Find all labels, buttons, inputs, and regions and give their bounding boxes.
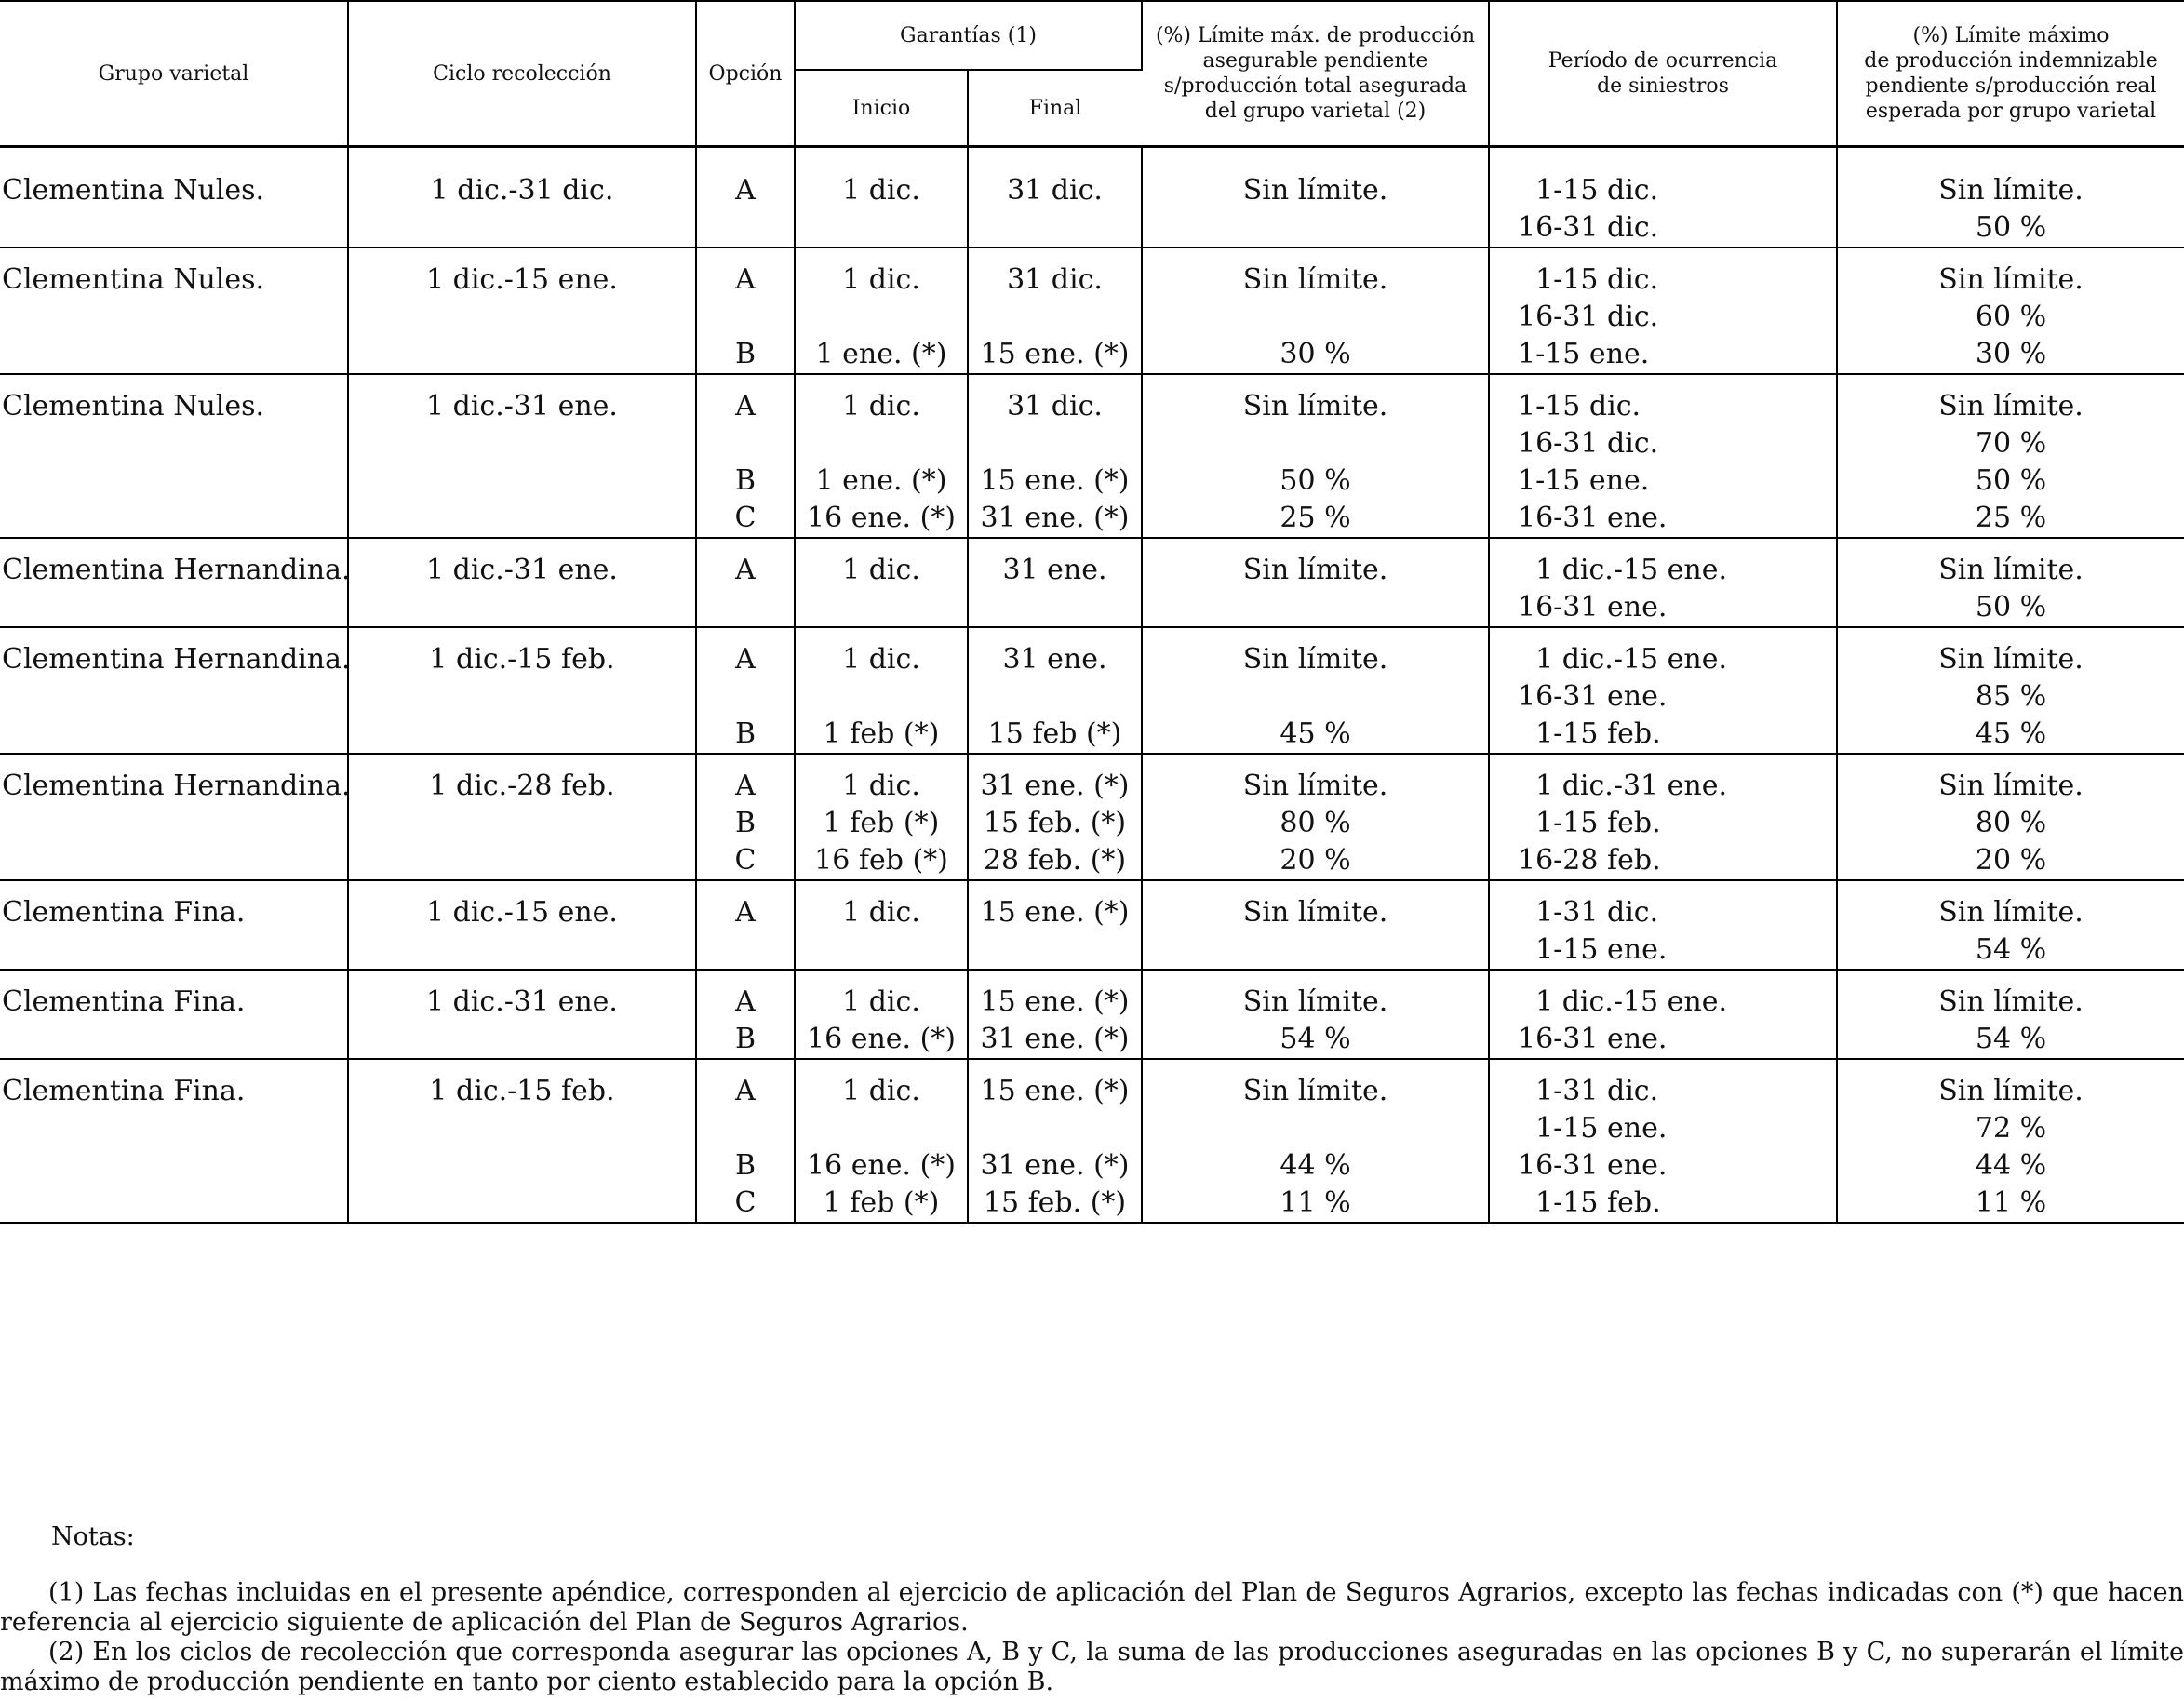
cell-grupo-varietal bbox=[0, 627, 351, 754]
cell-periodo bbox=[1489, 754, 1837, 880]
cell-limite-asegurable-line: Sin límite. bbox=[1242, 896, 1388, 929]
notes-section bbox=[0, 1522, 2184, 1697]
cell-opcion-line: A bbox=[735, 896, 756, 929]
cell-periodo-line: 1-31 dic. bbox=[1518, 896, 1659, 929]
header-inicio: Inicio bbox=[795, 70, 968, 147]
cell-final-line: 15 ene. (*) bbox=[980, 464, 1130, 497]
cell-limite-asegurable bbox=[1142, 1059, 1489, 1223]
cell-ciclo-text: 1 dic.-15 ene. bbox=[426, 263, 618, 296]
cell-periodo-line: 1-15 feb. bbox=[1518, 807, 1661, 839]
header-limite-indemnizable bbox=[1837, 1, 2184, 147]
cell-limite-asegurable-line: 25 % bbox=[1280, 502, 1351, 534]
cell-ciclo-text: 1 dic.-31 ene. bbox=[426, 554, 618, 586]
cell-grupo-varietal-text: Clementina Fina. bbox=[2, 985, 246, 1018]
cell-inicio-line: 1 feb (*) bbox=[823, 717, 940, 750]
cell-grupo-varietal-text: Clementina Hernandina. bbox=[2, 554, 351, 586]
cell-limite-indemnizable-line: 11 % bbox=[1975, 1186, 2047, 1219]
cell-limite-asegurable bbox=[1142, 880, 1489, 970]
cell-limite-asegurable-line: Sin límite. bbox=[1242, 390, 1388, 422]
cell-inicio-line: 1 dic. bbox=[842, 896, 920, 929]
cell-opcion-line: C bbox=[734, 502, 757, 534]
cell-inicio-line: 1 dic. bbox=[842, 263, 920, 296]
cell-limite-indemnizable-line: 20 % bbox=[1975, 844, 2047, 877]
cell-periodo-line: 16-31 dic. bbox=[1518, 427, 1659, 460]
cell-final bbox=[968, 248, 1142, 374]
cell-final-line: 15 feb (*) bbox=[987, 717, 1122, 750]
cell-periodo-line: 1-15 dic. bbox=[1518, 263, 1659, 296]
cell-final-line: 31 ene. (*) bbox=[980, 770, 1130, 802]
cell-limite-indemnizable-line: Sin límite. bbox=[1938, 896, 2084, 929]
cell-limite-asegurable-line: Sin límite. bbox=[1242, 985, 1388, 1018]
cell-limite-asegurable-line: Sin límite. bbox=[1242, 1075, 1388, 1107]
cell-limite-asegurable-line: Sin límite. bbox=[1242, 643, 1388, 676]
cell-grupo-varietal-text: Clementina Hernandina. bbox=[2, 643, 351, 676]
cell-ciclo-text: 1 dic.-28 feb. bbox=[429, 770, 615, 802]
cell-opcion-line bbox=[697, 299, 794, 336]
cell-limite-indemnizable-line: Sin límite. bbox=[1938, 1075, 2084, 1107]
cell-limite-asegurable-line: 30 % bbox=[1280, 338, 1351, 370]
cell-grupo-varietal bbox=[0, 1059, 348, 1223]
cell-final bbox=[968, 538, 1142, 627]
cell-limite-indemnizable-line: 54 % bbox=[1975, 933, 2047, 966]
cell-inicio-line: 16 ene. (*) bbox=[806, 1149, 957, 1182]
cell-final bbox=[968, 147, 1142, 248]
cell-inicio-line: 1 dic. bbox=[842, 985, 920, 1018]
cell-final-line: 31 ene. (*) bbox=[980, 1149, 1130, 1182]
cell-grupo-varietal-text: Clementina Nules. bbox=[2, 174, 265, 207]
cell-grupo-varietal-text: Clementina Fina. bbox=[2, 1075, 246, 1107]
cell-opcion-line: B bbox=[734, 807, 757, 839]
cell-periodo-line: 1-15 feb. bbox=[1518, 1186, 1661, 1219]
table-row bbox=[0, 538, 2184, 627]
cell-inicio-line bbox=[796, 1110, 967, 1147]
cell-final-line: 15 feb. (*) bbox=[983, 807, 1127, 839]
cell-final bbox=[968, 880, 1142, 970]
table-row bbox=[0, 374, 2184, 538]
header-periodo-line: Período de ocurrencia bbox=[1548, 49, 1778, 73]
cell-opcion bbox=[696, 1059, 795, 1223]
cell-grupo-varietal-text: Clementina Fina. bbox=[2, 896, 246, 929]
cell-limite-indemnizable-line: 50 % bbox=[1975, 464, 2047, 497]
cell-opcion-line: B bbox=[734, 717, 757, 750]
cell-ciclo-text: 1 dic.-15 feb. bbox=[429, 1075, 615, 1107]
cell-limite-indemnizable-line: 70 % bbox=[1975, 427, 2047, 460]
cell-periodo bbox=[1489, 970, 1837, 1059]
cell-final bbox=[968, 970, 1142, 1059]
cell-inicio bbox=[795, 970, 968, 1059]
cell-final-line: 15 ene. (*) bbox=[980, 896, 1130, 929]
cell-opcion-line: A bbox=[735, 643, 756, 676]
cell-limite-asegurable bbox=[1142, 627, 1489, 754]
cell-opcion bbox=[696, 538, 795, 627]
cell-periodo-line: 16-31 ene. bbox=[1518, 591, 1668, 623]
cell-inicio-line bbox=[796, 425, 967, 462]
cell-opcion bbox=[696, 374, 795, 538]
table-row bbox=[0, 754, 2184, 880]
cell-limite-indemnizable-line: 45 % bbox=[1975, 717, 2047, 750]
cell-inicio bbox=[795, 880, 968, 970]
table-row bbox=[0, 248, 2184, 374]
cell-final-line: 31 ene. bbox=[1002, 643, 1107, 676]
cell-limite-indemnizable-line: 44 % bbox=[1975, 1149, 2047, 1182]
cell-limite-asegurable-line bbox=[1143, 299, 1488, 336]
cell-inicio bbox=[795, 538, 968, 627]
cell-ciclo bbox=[348, 754, 696, 880]
cell-limite-asegurable-line: Sin límite. bbox=[1242, 770, 1388, 802]
cell-periodo-line: 16-31 dic. bbox=[1518, 211, 1659, 244]
cell-opcion bbox=[696, 248, 795, 374]
cell-grupo-varietal bbox=[0, 374, 348, 538]
cell-limite-asegurable bbox=[1142, 147, 1489, 248]
cell-opcion-line: A bbox=[735, 1075, 756, 1107]
header-ciclo-recoleccion: Ciclo recolección bbox=[348, 1, 696, 147]
cell-periodo bbox=[1489, 880, 1837, 970]
cell-inicio-line: 1 dic. bbox=[842, 554, 920, 586]
cell-opcion-line: A bbox=[735, 390, 756, 422]
cell-grupo-varietal bbox=[0, 538, 351, 627]
cell-periodo-line: 1-15 feb. bbox=[1518, 717, 1661, 750]
cell-ciclo bbox=[348, 248, 696, 374]
cell-final-line: 31 dic. bbox=[1007, 390, 1103, 422]
table-row bbox=[0, 147, 2184, 248]
cell-limite-indemnizable-line: Sin límite. bbox=[1938, 390, 2084, 422]
cell-periodo-line: 16-31 ene. bbox=[1518, 1023, 1668, 1055]
note-1-text: (1) Las fechas incluidas en el presente apéndice, corresponden al ejercicio de aplicación del Plan de Seguros Agrarios, excepto las fechas indicadas con (*) que hacen referencia al ejercicio siguiente de aplicación del Plan de Seguros Agrarios. bbox=[0, 1578, 2184, 1637]
header-limite-asegurable-line: del grupo varietal (2) bbox=[1204, 100, 1427, 123]
cell-inicio bbox=[795, 754, 968, 880]
cell-limite-indemnizable-line: 85 % bbox=[1975, 680, 2047, 713]
cell-inicio-line bbox=[796, 678, 967, 716]
cell-inicio bbox=[795, 1059, 968, 1223]
cell-periodo-line: 1-15 dic. bbox=[1518, 390, 1641, 422]
cell-limite-indemnizable-line: 30 % bbox=[1975, 338, 2047, 370]
cell-periodo-line: 1-15 ene. bbox=[1518, 464, 1650, 497]
cell-final-line: 31 dic. bbox=[1007, 263, 1103, 296]
header-limite-indemnizable-line: de producción indemnizable bbox=[1864, 49, 2158, 73]
cell-limite-asegurable-line: Sin límite. bbox=[1242, 554, 1388, 586]
cell-ciclo bbox=[348, 970, 696, 1059]
cell-opcion-line bbox=[697, 425, 794, 462]
cell-final-line bbox=[969, 299, 1141, 336]
cell-periodo bbox=[1489, 1059, 1837, 1223]
cell-opcion-line: B bbox=[734, 338, 757, 370]
header-garantias: Garantías (1) bbox=[795, 1, 1142, 70]
cell-opcion-line: C bbox=[734, 844, 757, 877]
cell-grupo-varietal bbox=[0, 970, 348, 1059]
cell-inicio-line: 1 dic. bbox=[842, 643, 920, 676]
cell-final bbox=[968, 754, 1142, 880]
cell-limite-indemnizable-line: 80 % bbox=[1975, 807, 2047, 839]
cell-limite-indemnizable-line: Sin límite. bbox=[1938, 174, 2084, 207]
cell-inicio-line: 1 feb (*) bbox=[823, 807, 940, 839]
cell-inicio-line: 1 feb (*) bbox=[823, 1186, 940, 1219]
table-row bbox=[0, 1059, 2184, 1223]
cell-grupo-varietal bbox=[0, 147, 348, 248]
cell-final-line: 28 feb. (*) bbox=[983, 844, 1127, 877]
note-2-text: (2) En los ciclos de recolección que corresponda asegurar las opciones A, B y C, la suma de las producciones aseguradas en las opciones B y C, no superarán el límite máximo de producción pendiente en tanto por ciento establecido para la opción B. bbox=[0, 1638, 2184, 1696]
cell-ciclo-text: 1 dic.-15 feb. bbox=[429, 643, 615, 676]
cell-opcion-line: A bbox=[735, 263, 756, 296]
cell-inicio-line: 1 ene. (*) bbox=[815, 338, 947, 370]
cell-ciclo-text: 1 dic.-31 ene. bbox=[426, 985, 618, 1018]
table-row bbox=[0, 970, 2184, 1059]
cell-periodo bbox=[1489, 627, 1837, 754]
cell-limite-asegurable bbox=[1142, 248, 1489, 374]
cell-limite-asegurable bbox=[1142, 538, 1489, 627]
cell-inicio bbox=[795, 374, 968, 538]
cell-limite-indemnizable-line: 72 % bbox=[1975, 1112, 2047, 1145]
cell-final-line: 15 ene. (*) bbox=[980, 985, 1130, 1018]
cell-limite-indemnizable-line: Sin límite. bbox=[1938, 643, 2084, 676]
cell-opcion-line bbox=[697, 1110, 794, 1147]
cell-opcion-line: A bbox=[735, 985, 756, 1018]
cell-limite-indemnizable bbox=[1837, 880, 2184, 970]
cell-limite-asegurable-line: 45 % bbox=[1280, 717, 1351, 750]
header-limite-indemnizable-line: pendiente s/producción real bbox=[1865, 74, 2157, 98]
cell-limite-asegurable-line bbox=[1143, 678, 1488, 716]
header-limite-asegurable-line: s/producción total asegurada bbox=[1163, 74, 1467, 98]
cell-opcion bbox=[696, 970, 795, 1059]
cell-limite-indemnizable bbox=[1837, 538, 2184, 627]
cell-grupo-varietal-text: Clementina Hernandina. bbox=[2, 770, 351, 802]
cell-limite-indemnizable bbox=[1837, 627, 2184, 754]
cell-inicio-line: 1 dic. bbox=[842, 770, 920, 802]
cell-limite-indemnizable-line: 54 % bbox=[1975, 1023, 2047, 1055]
cell-limite-indemnizable bbox=[1837, 147, 2184, 248]
cell-grupo-varietal bbox=[0, 880, 348, 970]
cell-limite-indemnizable bbox=[1837, 1059, 2184, 1223]
cell-limite-asegurable-line: Sin límite. bbox=[1242, 263, 1388, 296]
cell-grupo-varietal-text: Clementina Nules. bbox=[2, 263, 265, 296]
cell-opcion bbox=[696, 627, 795, 754]
cell-final-line: 15 ene. (*) bbox=[980, 1075, 1130, 1107]
cell-periodo-line: 1-15 dic. bbox=[1518, 174, 1659, 207]
header-final: Final bbox=[968, 70, 1142, 147]
cell-periodo-line: 16-31 ene. bbox=[1518, 502, 1668, 534]
cell-final-line: 15 feb. (*) bbox=[983, 1186, 1127, 1219]
cell-periodo-line: 16-31 ene. bbox=[1518, 1149, 1668, 1182]
cell-opcion-line: A bbox=[735, 770, 756, 802]
cell-final-line bbox=[969, 1110, 1141, 1147]
cell-limite-indemnizable-line: Sin límite. bbox=[1938, 985, 2084, 1018]
cell-opcion-line bbox=[697, 678, 794, 716]
header-limite-indemnizable-line: (%) Límite máximo bbox=[1912, 24, 2110, 47]
cell-final-line: 31 dic. bbox=[1007, 174, 1103, 207]
cell-ciclo bbox=[348, 374, 696, 538]
cell-inicio-line: 16 ene. (*) bbox=[806, 1023, 957, 1055]
cell-inicio-line: 16 feb (*) bbox=[814, 844, 948, 877]
cell-opcion-line: C bbox=[734, 1186, 757, 1219]
cell-final bbox=[968, 627, 1142, 754]
table-body bbox=[0, 147, 2184, 1224]
cell-ciclo-text: 1 dic.-31 ene. bbox=[426, 390, 618, 422]
cell-final bbox=[968, 1059, 1142, 1223]
notes-title: Notas: bbox=[51, 1522, 135, 1551]
cell-limite-indemnizable-line: Sin límite. bbox=[1938, 554, 2084, 586]
cell-limite-asegurable-line bbox=[1143, 1110, 1488, 1147]
cell-final-line bbox=[969, 425, 1141, 462]
cell-opcion-line: B bbox=[734, 1149, 757, 1182]
cell-limite-asegurable-line: 54 % bbox=[1280, 1023, 1351, 1055]
cell-ciclo bbox=[348, 627, 696, 754]
cell-limite-asegurable-line: 50 % bbox=[1280, 464, 1351, 497]
cell-inicio-line: 16 ene. (*) bbox=[806, 502, 957, 534]
cell-limite-asegurable bbox=[1142, 754, 1489, 880]
cell-periodo-line: 1-15 ene. bbox=[1518, 1112, 1668, 1145]
cell-limite-indemnizable-line: 60 % bbox=[1975, 301, 2047, 333]
cell-periodo-line: 1 dic.-15 ene. bbox=[1518, 985, 1728, 1018]
cell-opcion-line: A bbox=[735, 554, 756, 586]
cell-ciclo bbox=[348, 538, 696, 627]
table-row bbox=[0, 880, 2184, 970]
cell-ciclo-text: 1 dic.-31 dic. bbox=[430, 174, 614, 207]
cell-periodo-line: 1-15 ene. bbox=[1518, 933, 1668, 966]
cell-limite-indemnizable bbox=[1837, 374, 2184, 538]
cell-periodo-line: 16-31 dic. bbox=[1518, 301, 1659, 333]
header-limite-asegurable bbox=[1142, 1, 1489, 147]
cell-opcion-line: B bbox=[734, 1023, 757, 1055]
cell-opcion bbox=[696, 147, 795, 248]
cell-final-line: 31 ene. (*) bbox=[980, 502, 1130, 534]
cell-final-line: 31 ene. (*) bbox=[980, 1023, 1130, 1055]
cell-periodo bbox=[1489, 147, 1837, 248]
cell-limite-asegurable-line bbox=[1143, 425, 1488, 462]
cell-limite-asegurable bbox=[1142, 970, 1489, 1059]
header-limite-asegurable-line: (%) Límite máx. de producción bbox=[1155, 24, 1476, 47]
cell-inicio-line: 1 dic. bbox=[842, 1075, 920, 1107]
cell-limite-asegurable-line: 20 % bbox=[1280, 844, 1351, 877]
header-opcion: Opción bbox=[696, 1, 795, 147]
cell-grupo-varietal bbox=[0, 248, 348, 374]
cell-periodo-line: 1 dic.-31 ene. bbox=[1518, 770, 1728, 802]
cell-periodo-line: 16-31 ene. bbox=[1518, 680, 1668, 713]
header-grupo-varietal: Grupo varietal bbox=[0, 1, 348, 147]
cell-limite-asegurable-line: 80 % bbox=[1280, 807, 1351, 839]
cell-limite-indemnizable bbox=[1837, 970, 2184, 1059]
cell-periodo-line: 1 dic.-15 ene. bbox=[1518, 643, 1728, 676]
header-limite-asegurable-line: asegurable pendiente bbox=[1202, 49, 1428, 73]
cell-limite-indemnizable-line: 25 % bbox=[1975, 502, 2047, 534]
cell-inicio bbox=[795, 248, 968, 374]
cell-limite-asegurable-line: 11 % bbox=[1280, 1186, 1351, 1219]
cell-final bbox=[968, 374, 1142, 538]
cell-ciclo bbox=[348, 147, 696, 248]
cell-final-line bbox=[969, 678, 1141, 716]
table-row bbox=[0, 627, 2184, 754]
cell-periodo bbox=[1489, 248, 1837, 374]
cell-limite-indemnizable-line: Sin límite. bbox=[1938, 263, 2084, 296]
cell-inicio-line: 1 dic. bbox=[842, 174, 920, 207]
header-limite-indemnizable-line: esperada por grupo varietal bbox=[1865, 100, 2157, 123]
cell-periodo-line: 1-15 ene. bbox=[1518, 338, 1650, 370]
note-2 bbox=[0, 1638, 2184, 1697]
cell-inicio-line: 1 ene. (*) bbox=[815, 464, 947, 497]
cell-final-line: 31 ene. bbox=[1002, 554, 1107, 586]
cell-grupo-varietal-text: Clementina Nules. bbox=[2, 390, 265, 422]
cell-periodo bbox=[1489, 538, 1837, 627]
cell-ciclo-text: 1 dic.-15 ene. bbox=[426, 896, 618, 929]
cell-limite-asegurable bbox=[1142, 374, 1489, 538]
cell-limite-asegurable-line: Sin límite. bbox=[1242, 174, 1388, 207]
cell-limite-indemnizable-line: Sin límite. bbox=[1938, 770, 2084, 802]
cell-opcion bbox=[696, 880, 795, 970]
cell-opcion-line: B bbox=[734, 464, 757, 497]
cell-periodo-line: 1-31 dic. bbox=[1518, 1075, 1659, 1107]
cell-grupo-varietal bbox=[0, 754, 351, 880]
cell-final-line: 15 ene. (*) bbox=[980, 338, 1130, 370]
cell-limite-asegurable-line: 44 % bbox=[1280, 1149, 1351, 1182]
cell-limite-indemnizable-line: 50 % bbox=[1975, 211, 2047, 244]
header-periodo bbox=[1489, 1, 1837, 147]
cell-opcion bbox=[696, 754, 795, 880]
cell-inicio-line: 1 dic. bbox=[842, 390, 920, 422]
cell-ciclo bbox=[348, 1059, 696, 1223]
cell-opcion-line: A bbox=[735, 174, 756, 207]
cell-limite-indemnizable bbox=[1837, 248, 2184, 374]
note-1 bbox=[0, 1578, 2184, 1638]
cell-inicio bbox=[795, 147, 968, 248]
cell-periodo-line: 16-28 feb. bbox=[1518, 844, 1661, 877]
cell-periodo bbox=[1489, 374, 1837, 538]
cell-inicio bbox=[795, 627, 968, 754]
cell-periodo-line: 1 dic.-15 ene. bbox=[1518, 554, 1728, 586]
cell-ciclo bbox=[348, 880, 696, 970]
header-periodo-line: de siniestros bbox=[1597, 74, 1729, 98]
cell-limite-indemnizable bbox=[1837, 754, 2184, 880]
cell-limite-indemnizable-line: 50 % bbox=[1975, 591, 2047, 623]
cell-inicio-line bbox=[796, 299, 967, 336]
